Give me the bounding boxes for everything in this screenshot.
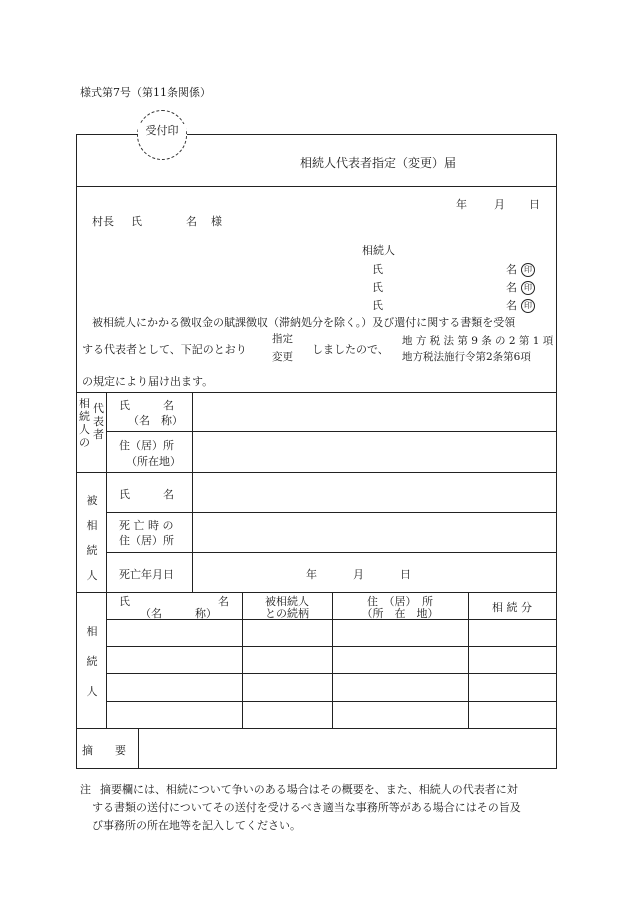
- representative-address-label-1: 住（居）所: [119, 439, 174, 452]
- deceased-address-field[interactable]: [193, 513, 556, 552]
- date-year-label: 年: [456, 198, 467, 211]
- heirs-col-name-2: （名 称）: [140, 607, 217, 620]
- heirs-col-share: 相 続 分: [492, 601, 532, 614]
- addressee-honorific: 様: [211, 215, 222, 228]
- representative-name-field[interactable]: [193, 393, 556, 431]
- representative-address-label-2: （所在地）: [126, 455, 181, 468]
- body-line-2b: しましたので、: [312, 343, 389, 356]
- applicant-shi-label: 氏: [372, 299, 383, 312]
- body-line-1: 被相続人にかかる徴収金の賦課徴収（滞納処分を除く。）及び還付に関する書類を受領: [92, 316, 516, 329]
- option-henko: 変更: [272, 351, 293, 363]
- heirs-col-relation-1: 被相続人: [265, 595, 309, 608]
- reception-stamp-area: [137, 110, 187, 160]
- deceased-name-label: 氏 名: [119, 488, 174, 501]
- applicant-mei-label: 名 印: [506, 279, 535, 295]
- applicant-mei-label: 名 印: [506, 297, 535, 313]
- note-line-1: 摘要欄には、相続について争いのある場合はその概要を、また、相続人の代表者に対: [100, 783, 518, 796]
- applicant-label: 相続人: [362, 244, 395, 257]
- heirs-col-name-1: 氏 名: [119, 595, 229, 608]
- applicant-shi-label: 氏: [372, 281, 383, 294]
- deceased-name-field[interactable]: [193, 473, 556, 512]
- heir-row-2[interactable]: [107, 647, 556, 673]
- form-title: 相続人代表者指定（変更）届: [300, 156, 457, 170]
- seal-mark-icon: 印: [521, 299, 535, 313]
- date-day-label: 日: [529, 198, 540, 211]
- remarks-field[interactable]: [139, 729, 556, 768]
- representative-name-label-1: 氏 名: [119, 399, 174, 412]
- body-line-3: の規定により届け出ます。: [82, 375, 214, 388]
- heirs-col-address-2: （所 在 地）: [361, 607, 439, 620]
- law-reference-2: 地方税法施行令第2条第6項: [402, 351, 531, 363]
- death-date-label: 死亡年月日: [119, 568, 174, 581]
- note-line-2: する書類の送付についてその送付を受けるべき適当な事務所等がある場合にはその旨及: [92, 801, 521, 814]
- law-reference-1: 地 方 税 法 第 9 条 の 2 第 1 項: [402, 335, 554, 347]
- deceased-address-label-1: 死 亡 時 の: [119, 519, 174, 532]
- heir-row-3[interactable]: [107, 674, 556, 701]
- heir-row-4[interactable]: [107, 702, 556, 728]
- deceased-address-label-2: 住（居）所: [119, 534, 174, 547]
- heirs-col-relation-2: との続柄: [265, 607, 309, 620]
- reception-stamp-label: 受付印: [138, 124, 186, 137]
- applicant-shi-label: 氏: [372, 263, 383, 276]
- seal-mark-icon: 印: [521, 281, 535, 295]
- applicant-mei-label: 名 印: [506, 261, 535, 277]
- addressee-prefix: 村長: [92, 215, 114, 228]
- heirs-group-label: 相 続 人: [86, 625, 98, 698]
- note-prefix: 注: [80, 783, 91, 796]
- form-number: 様式第7号（第11条関係）: [80, 86, 211, 99]
- death-year-label: 年: [306, 568, 317, 581]
- note-line-3: び事務所の所在地等を記入してください。: [92, 819, 301, 832]
- representative-address-field[interactable]: [193, 432, 556, 472]
- date-month-label: 月: [494, 198, 505, 211]
- death-day-label: 日: [400, 568, 411, 581]
- body-line-2a: する代表者として、下記のとおり: [82, 343, 247, 356]
- seal-mark-icon: 印: [521, 263, 535, 277]
- heirs-col-address-1: 住 （居） 所: [367, 595, 433, 608]
- death-month-label: 月: [353, 568, 364, 581]
- heir-row-1[interactable]: [107, 620, 556, 646]
- addressee-name-label: 氏 名: [131, 215, 197, 228]
- remarks-label: 摘 要: [82, 744, 126, 757]
- option-shitei: 指定: [272, 333, 293, 345]
- representative-name-label-2: （名 称）: [128, 414, 183, 427]
- deceased-group-label: 被 相 続 人: [86, 494, 98, 582]
